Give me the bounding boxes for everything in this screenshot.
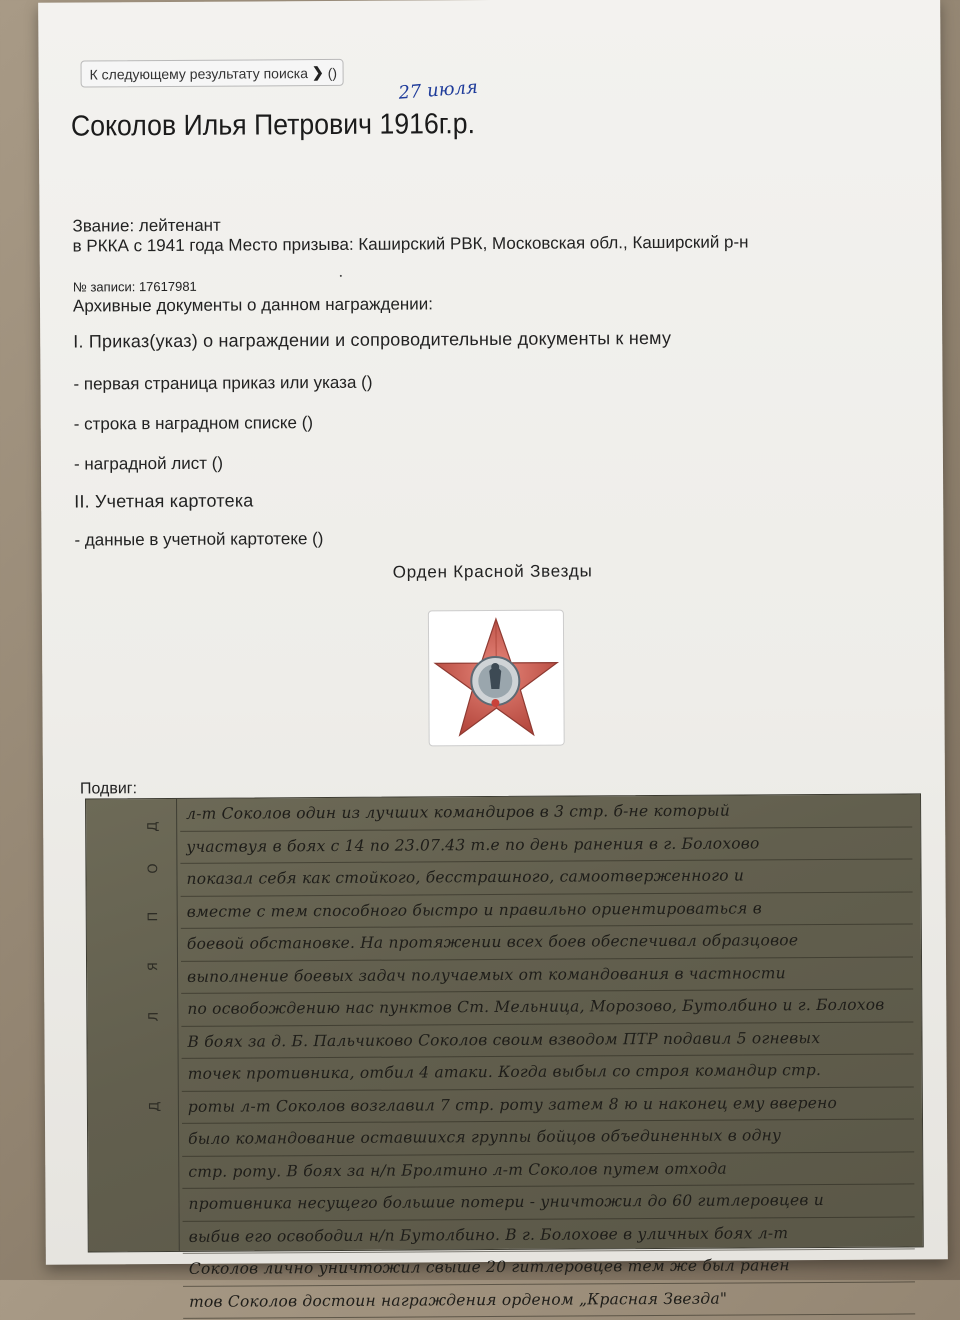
feat-line: В боях за д. Б. Пальчиково Соколов своим взводом ПТР подавил 5 огневых	[181, 1022, 913, 1059]
document-margin	[86, 799, 180, 1252]
margin-letter: П	[146, 911, 162, 922]
feat-line: л-т Соколов один из лучших командиров в 3 стр. б-не который	[180, 794, 912, 831]
margin-letter: О	[146, 863, 162, 874]
link-award-sheet[interactable]: - наградной лист ()	[73, 453, 224, 474]
feat-line: было командование оставшихся группы бойцов объединенных в одну	[182, 1119, 914, 1156]
feat-line: точек противника, отбил 4 атаки. Когда выбыл со строя командир стр.	[182, 1054, 914, 1091]
feat-line: выполнение боевых задач получаемых от командования в частности	[181, 957, 913, 994]
feat-line: боевой обстановке. На протяжении всех боев обеспечивал образцовое	[181, 924, 913, 961]
order-red-star-image	[428, 610, 565, 747]
feat-line: роты л-т Соколов возглавил 7 стр. роту затем 8 ю и наконец ему вверено	[182, 1087, 914, 1124]
link-first-page[interactable]: - первая страница приказ или указа ()	[73, 372, 373, 394]
feat-line: показал себя как стойкого, бесстрашного, самоотверженного и	[180, 859, 912, 896]
next-result-counter: ()	[327, 64, 338, 81]
margin-letter: Д	[147, 1101, 163, 1112]
service-text: в РККА с 1941 года Место призыва: Каширский РВК, Московская обл., Каширский р-н	[72, 232, 749, 256]
feat-line: участвуя в боях с 14 по 23.07.43 т.е по день ранения в г. Болохово	[180, 827, 912, 864]
link-award-list-row[interactable]: - строка в наградном списке ()	[73, 413, 314, 434]
feat-line: тов Соколов достоин награждения орденом „Красная Звезда"	[183, 1282, 915, 1319]
archive-heading: Архивные документы о данном награждении:	[72, 294, 434, 316]
margin-letter: Д	[145, 821, 161, 832]
paper-sheet	[38, 0, 948, 1311]
margin-letter: Я	[146, 962, 162, 972]
red-star-medal-icon	[429, 611, 564, 746]
feat-line: по освобождению нас пунктов Ст. Мельница, Морозово, Бутолбино и г. Болохов	[181, 989, 913, 1026]
person-title: Соколов Илья Петрович 1916г.р.	[70, 108, 476, 143]
feat-label: Подвиг:	[79, 780, 138, 798]
dot-mark	[340, 275, 342, 277]
handwritten-date-annotation: 27 июля	[397, 76, 479, 104]
feat-line: стр. роту. В боях за н/п Бролтино л-т Соколов путем отхода	[182, 1152, 914, 1189]
next-result-button[interactable]	[81, 59, 345, 88]
rank-text: Звание: лейтенант	[72, 215, 221, 236]
link-card-index-data[interactable]: - данные в учетной картотеке ()	[74, 529, 324, 550]
section-card-index: II. Учетная картотека	[74, 490, 254, 512]
feat-line: выбив его освободил н/п Бутолбино. В г. Болохове в уличных боях л-т	[183, 1217, 915, 1254]
margin-letter: Л	[146, 1011, 162, 1022]
award-title: Орден Красной Звезды	[392, 561, 593, 582]
feat-line: Соколов лично уничтожил свыше 20 гитлеровцев тем же был ранен	[183, 1249, 915, 1286]
section-orders: I. Приказ(указ) о награждении и сопроводительные документы к нему	[73, 327, 672, 352]
award-document-photo	[85, 793, 924, 1311]
handwritten-feat-text	[180, 794, 915, 1318]
next-result-label: К следующему результату поиска	[89, 64, 309, 82]
feat-line: противника несущего большие потери - уничтожил до 60 гитлеровцев и	[182, 1184, 914, 1221]
feat-line: вместе с тем способного быстро и правильно ориентироваться в	[181, 892, 913, 929]
chevron-right-icon: ❯	[311, 64, 324, 81]
record-number: № записи: 17617981	[72, 278, 197, 295]
